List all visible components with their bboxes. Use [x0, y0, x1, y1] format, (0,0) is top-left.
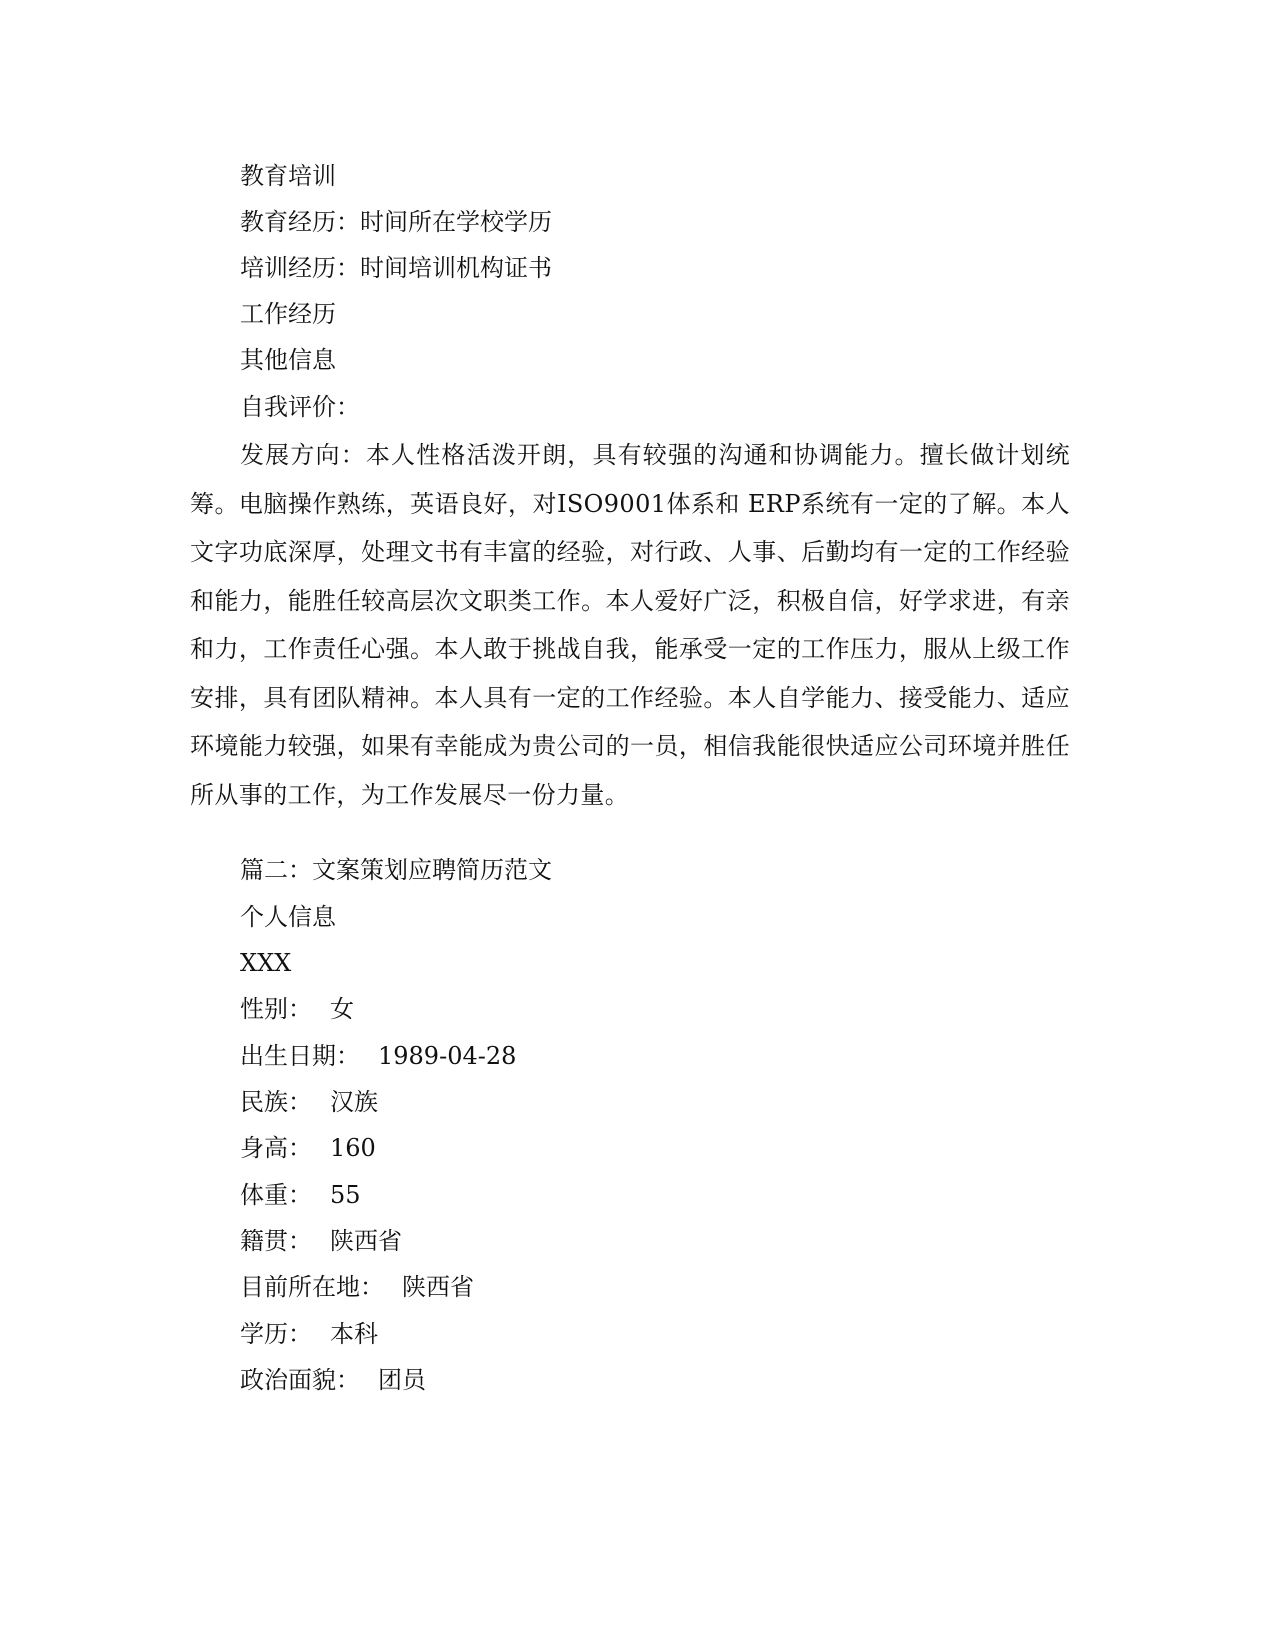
training-history: 培训经历：时间培训机构证书: [240, 254, 552, 282]
field-label: 身高：: [240, 1134, 312, 1162]
field-label: 出生日期：: [240, 1042, 360, 1070]
field-label: 民族：: [240, 1088, 312, 1116]
development-paragraph: 发展方向：本人性格活泼开朗，具有较强的沟通和协调能力。擅长做计划统筹。电脑操作熟练，英语良好，对ISO9001体系和 ERP系统有一定的了解。本人文字功底深厚，处理文书有丰富的经验，对行政、人事、后勤均有一定的工作经验和能力，能胜任较高层次文职类工作。本人爱好广泛，积极自信，好学求进，有亲和力，工作责任心强。本人敢于挑战自我，能承受一定的工作压力，服从上级工作安排，具有团队精神。本人具有一定的工作经验。本人自学能力、接受能力、适应环境能力较强，如果有幸能成为贵公司的一员，相信我能很快适应公司环境并胜任所从事的工作，为工作发展尽一份力量。: [190, 441, 1070, 809]
field-political-status: [240, 1365, 426, 1395]
self-evaluation-label: 自我评价：: [240, 393, 360, 421]
heading-other-info: 其他信息: [240, 346, 336, 374]
heading-education-training: 教育培训: [240, 162, 336, 190]
field-value: 女: [330, 995, 354, 1023]
field-value: 160: [330, 1134, 376, 1162]
field-label: 目前所在地：: [240, 1273, 384, 1301]
field-ethnicity: [240, 1087, 378, 1117]
field-native-place: [240, 1226, 402, 1256]
field-value: 汉族: [330, 1088, 378, 1116]
heading-work-history: 工作经历: [240, 300, 336, 328]
field-value: 陕西省: [330, 1227, 402, 1255]
field-weight: [240, 1180, 361, 1210]
section2-title: 篇二：文案策划应聘简历范文: [240, 856, 552, 884]
field-label: 政治面貌：: [240, 1366, 360, 1394]
field-birthdate: [240, 1041, 516, 1071]
personal-info-heading: 个人信息: [240, 903, 336, 931]
field-gender: [240, 994, 354, 1024]
field-education-level: [240, 1319, 378, 1349]
education-history: 教育经历：时间所在学校学历: [240, 208, 552, 236]
field-label: 籍贯：: [240, 1227, 312, 1255]
field-value: 55: [330, 1181, 361, 1209]
field-label: 学历：: [240, 1320, 312, 1348]
field-label: 性别：: [240, 995, 312, 1023]
field-current-location: [240, 1272, 474, 1302]
field-value: 本科: [330, 1320, 378, 1348]
field-value: 1989-04-28: [378, 1042, 517, 1070]
field-value: 团员: [378, 1366, 426, 1394]
field-height: [240, 1133, 376, 1163]
field-value: 陕西省: [402, 1273, 474, 1301]
field-label: 体重：: [240, 1181, 312, 1209]
applicant-name: XXX: [240, 949, 292, 977]
